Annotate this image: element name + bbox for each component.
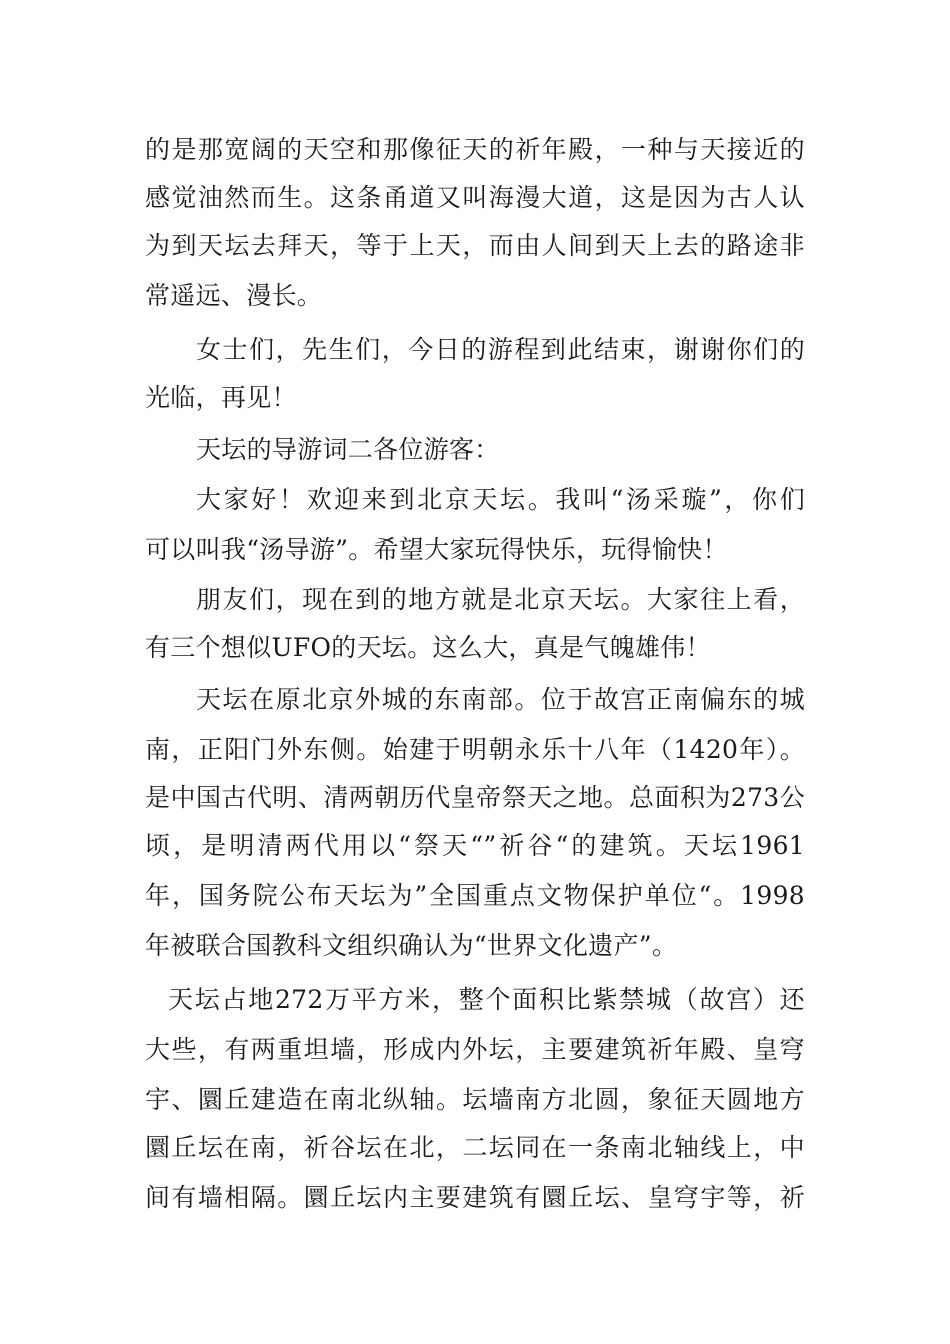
paragraph-first-line: 天坛占地272万平方米，整个面积比紫禁城（故宫）还	[168, 985, 805, 1014]
text-line: 常遥远、漫长。	[145, 281, 323, 310]
paragraph-first-line: 女士们，先生们，今日的游程到此结束，谢谢你们的	[196, 335, 805, 364]
paragraph-first-line: 大家好！欢迎来到北京天坛。我叫“汤采璇”，你们	[196, 485, 805, 514]
text-line: 年被联合国教科文组织确认为“世界文化遗产”。	[145, 931, 678, 960]
text-line: 有三个想似UFO的天坛。这么大，真是气魄雄伟！	[145, 633, 711, 662]
paragraph-first-line: 天坛在原北京外城的东南部。位于故宫正南偏东的城	[196, 685, 805, 714]
text-line: 是中国古代明、清两朝历代皇帝祭天之地。总面积为273公	[145, 783, 805, 812]
paragraph-first-line: 朋友们，现在到的地方就是北京天坛。大家往上看，	[196, 585, 805, 614]
text-line: 大些，有两重坦墙，形成内外坛，主要建筑祈年殿、皇穹	[145, 1035, 805, 1064]
section-heading: 天坛的导游词二各位游客：	[196, 435, 500, 464]
text-line: 可以叫我“汤导游”。希望大家玩得快乐，玩得愉快！	[145, 535, 728, 564]
text-line: 南，正阳门外东侧。始建于明朝永乐十八年（1420年）。	[145, 735, 805, 764]
text-line: 为到天坛去拜天，等于上天，而由人间到天上去的路途非	[145, 231, 805, 260]
text-line: 间有墙相隔。圜丘坛内主要建筑有圜丘坛、皇穹宇等，祈	[145, 1183, 805, 1212]
text-line: 宇、圜丘建造在南北纵轴。坛墙南方北圆，象征天圆地方	[145, 1085, 805, 1114]
text-line: 圜丘坛在南，祈谷坛在北，二坛同在一条南北轴线上，中	[145, 1133, 805, 1162]
text-line: 光临，再见！	[145, 383, 297, 412]
text-line: 顷，是明清两代用以“祭天“”祈谷“的建筑。天坛1961	[145, 831, 805, 860]
text-line: 感觉油然而生。这条甬道又叫海漫大道，这是因为古人认	[145, 183, 805, 212]
text-line: 年，国务院公布天坛为”全国重点文物保护单位“。1998	[145, 881, 805, 910]
text-line: 的是那宽阔的天空和那像征天的祈年殿，一种与天接近的	[145, 135, 805, 164]
